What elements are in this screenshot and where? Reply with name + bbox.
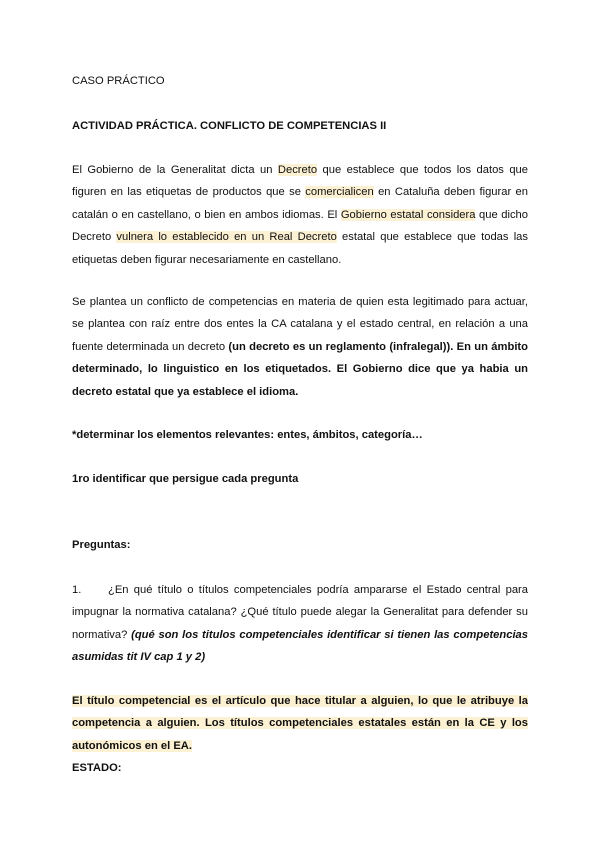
document-header: CASO PRÁCTICO xyxy=(72,75,165,87)
case-text-3: en Cataluña deben figurar en catalán o en castellano, o bien en ambos idiomas. El xyxy=(72,186,528,221)
highlight-vulnera: vulnera lo establecido en un Real Decreto xyxy=(116,231,337,244)
highlight-decreto: Decreto xyxy=(277,164,318,176)
question-number: 1. xyxy=(72,584,82,596)
case-text-4: que dicho Decreto xyxy=(72,208,529,244)
note-identify: 1ro identificar que persigue cada pregunta xyxy=(72,473,299,485)
case-text-5: estatal que establece que todas las etiquetas deben figurar necesariamente en castellano. xyxy=(72,231,529,266)
conflict-paragraph xyxy=(72,291,528,403)
highlight-gobierno-estatal: Gobierno estatal considera xyxy=(340,208,476,221)
conflict-bold-text: (un decreto es un reglamento (infralegal)). En un ámbito determinado, lo linguistico en los etiquetados. El Gobierno dice que ya habia un decreto estatal que ya establece el idioma. xyxy=(72,340,528,398)
question-1 xyxy=(72,579,528,669)
activity-title: ACTIVIDAD PRÁCTICA. CONFLICTO DE COMPETENCIAS II xyxy=(72,120,387,132)
question-note: (qué son los titulos competenciales identificar si tienen las competencias asumidas tit IV cap 1 y 2) xyxy=(72,628,528,664)
case-paragraph xyxy=(72,159,528,271)
question-text: ¿En qué título o títulos competenciales podría ampararse el Estado central para impugnar la normativa catalana? ¿Qué título puede alegar la Generalitat para defender su normativa? xyxy=(72,584,528,641)
highlight-comercialicen: comercialicen xyxy=(305,186,374,199)
note-elements: *determinar los elementos relevantes: entes, ámbitos, categoría… xyxy=(72,429,423,441)
questions-label: Preguntas: xyxy=(72,539,131,551)
estado-label: ESTADO: xyxy=(72,762,122,774)
answer-highlight: El título competencial es el artículo que hace titular a alguien, lo que le atribuye la competencia a alguien. Los títulos competenciales estatales están en la CE y los autonómicos en el EA. xyxy=(72,695,528,752)
case-text-1: El Gobierno de la Generalitat dicta un xyxy=(72,164,278,176)
answer-paragraph xyxy=(72,690,528,757)
case-text-2: que establece que todos los datos que figuren en las etiquetas de productos que se xyxy=(72,164,528,199)
conflict-text: Se plantea un conflicto de competencias en materia de quien esta legitimado para actuar, se plantea con raíz entre dos entes la CA catalana y el estado central, en relación a una fuente determinada un decreto xyxy=(72,296,528,353)
